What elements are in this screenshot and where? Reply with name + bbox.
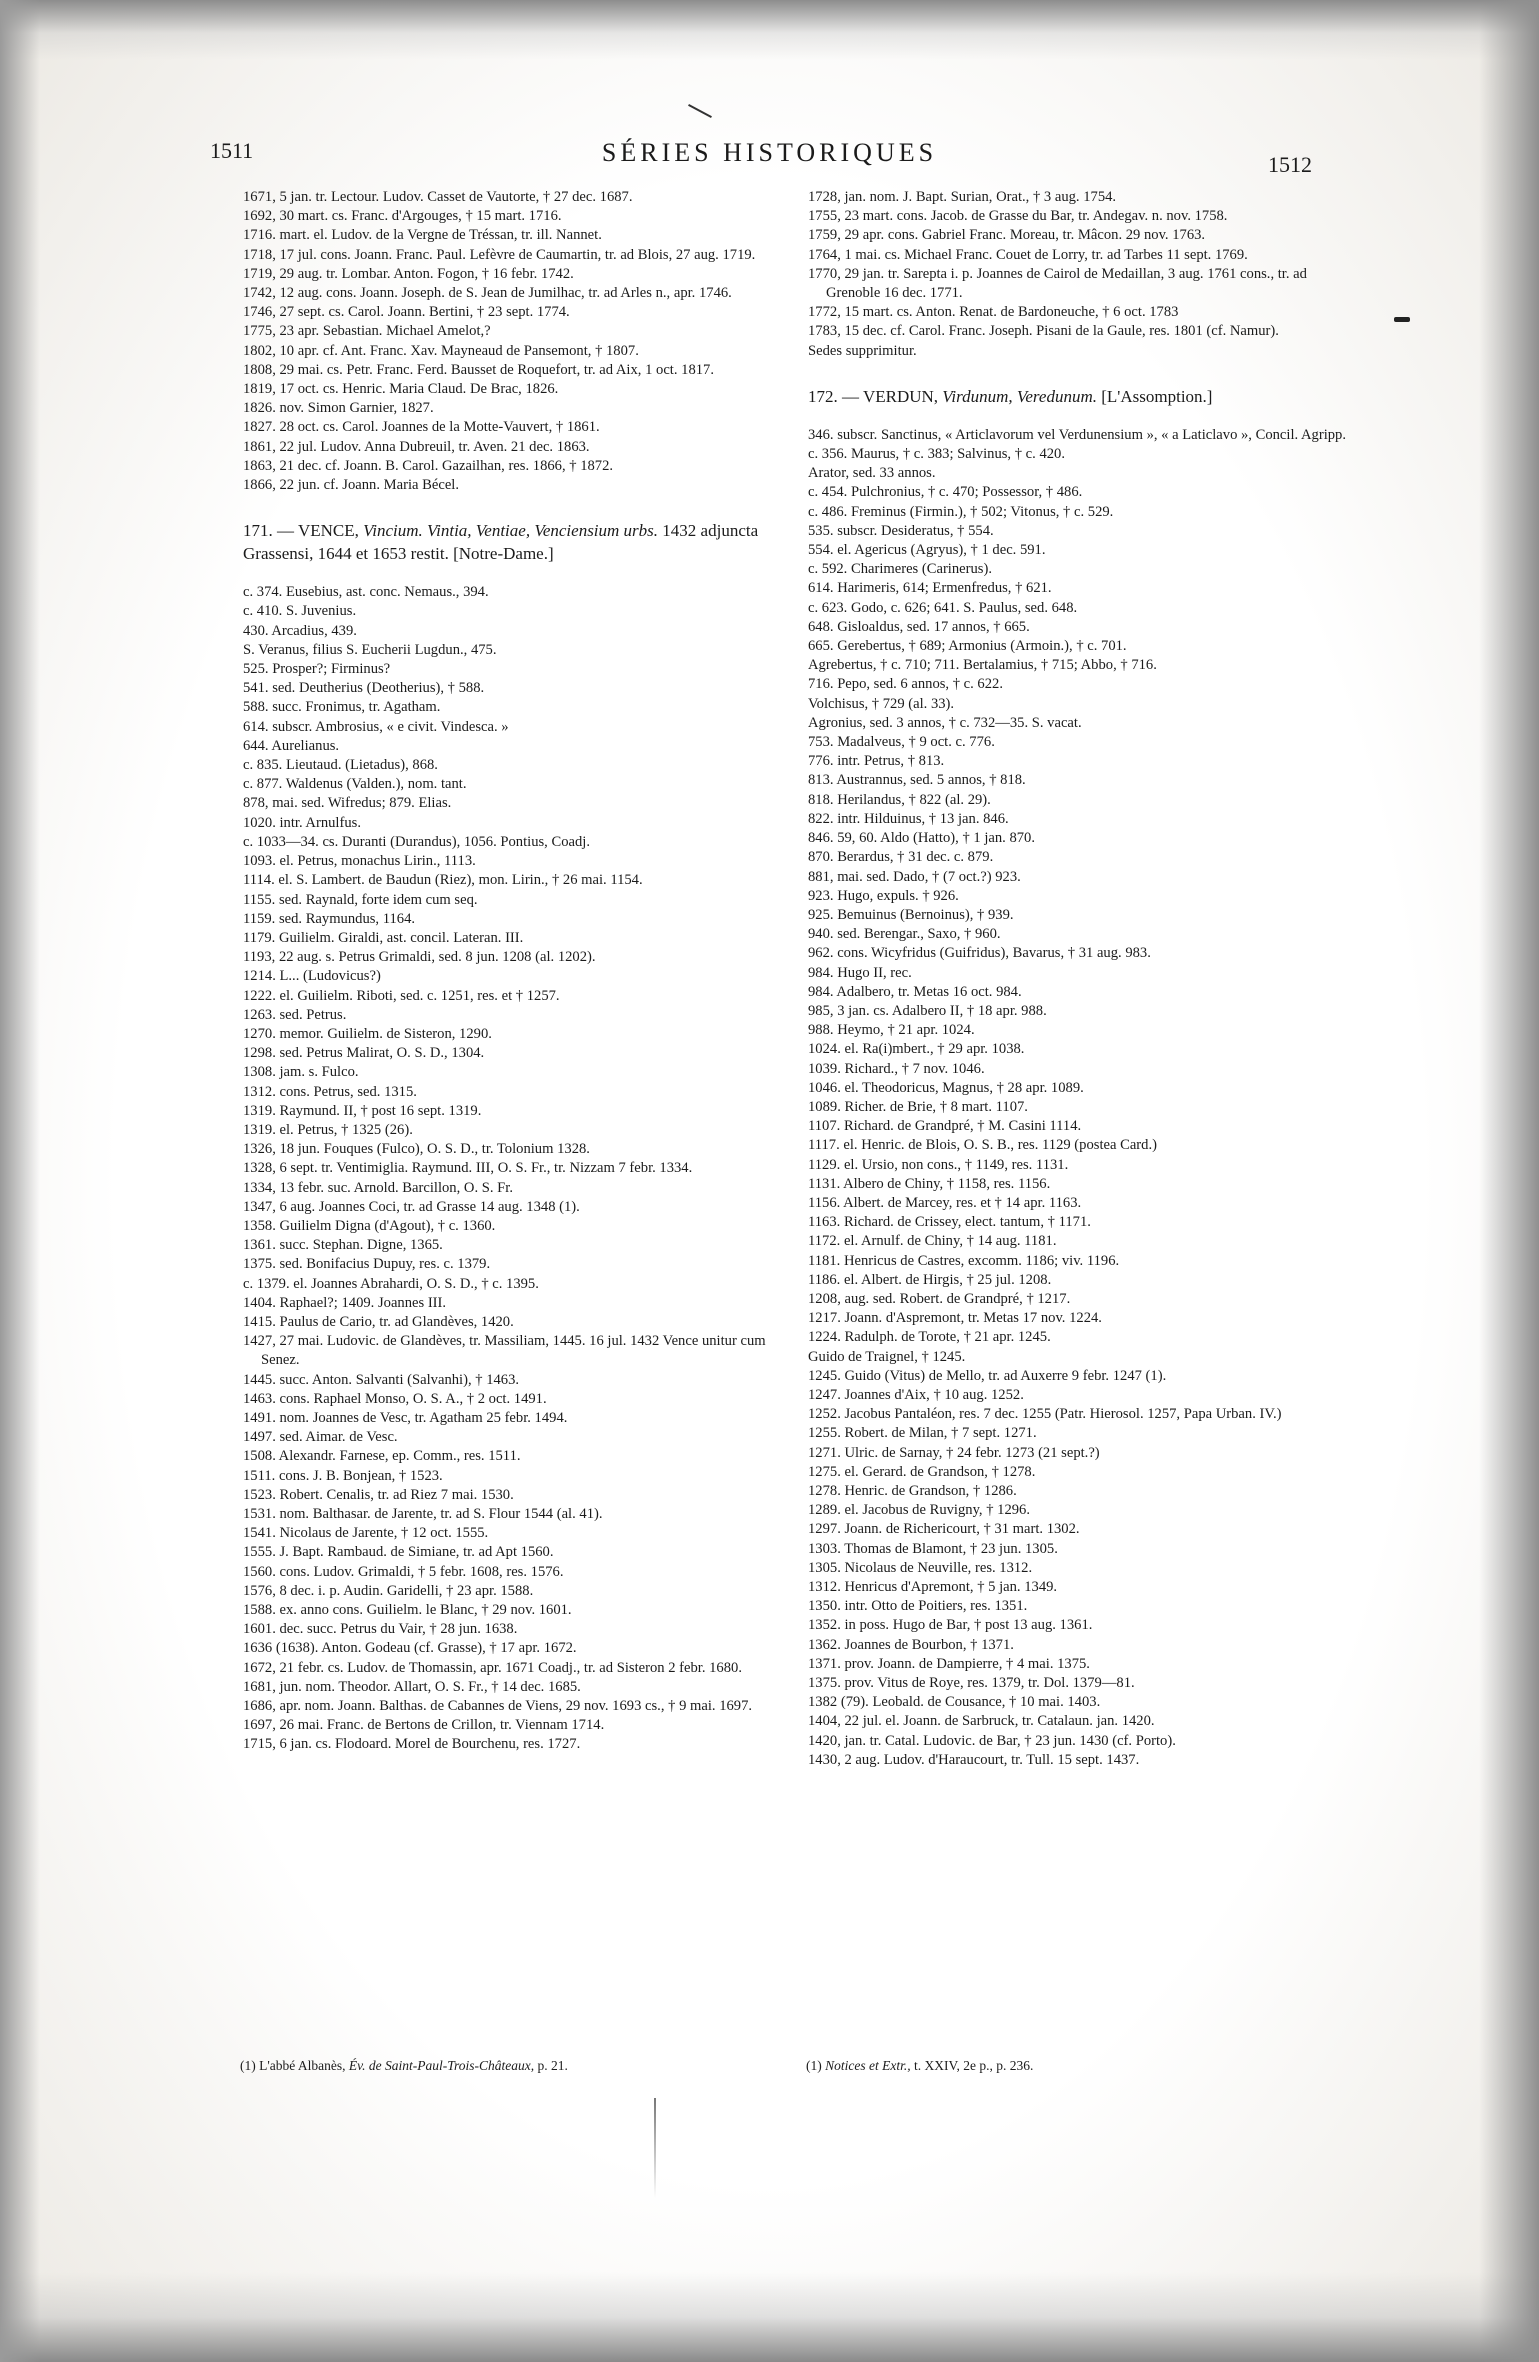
list-entry: 1576, 8 dec. i. p. Audin. Garidelli, † 23 apr. 1588.	[243, 1582, 534, 1599]
list-entry: 1802, 10 apr. cf. Ant. Franc. Xav. Mayneaud de Pansemont, † 1807.	[243, 342, 639, 359]
list-entry: 1772, 15 mart. cs. Anton. Renat. de Bardoneuche, † 6 oct. 1783	[808, 304, 1179, 321]
list-entry: 1039. Richard., † 7 nov. 1046.	[808, 1060, 985, 1077]
list-entry: 1764, 1 mai. cs. Michael Franc. Couet de Lorry, tr. ad Tarbes 11 sept. 1769.	[808, 246, 1248, 263]
list-entry: 822. intr. Hilduinus, † 13 jan. 846.	[808, 810, 1009, 827]
vence-bishop-list	[243, 583, 783, 1754]
footnote-right	[806, 2058, 1033, 2074]
list-entry: 1371. prov. Joann. de Dampierre, † 4 mai. 1375.	[808, 1655, 1090, 1672]
list-entry: S. Veranus, filius S. Eucherii Lugdun., 475.	[243, 641, 497, 658]
list-entry: Sedes supprimitur.	[808, 342, 917, 359]
list-entry: 870. Berardus, † 31 dec. c. 879.	[808, 849, 994, 866]
left-column	[243, 188, 783, 1755]
list-entry: 1783, 15 dec. cf. Carol. Franc. Joseph. Pisani de la Gaule, res. 1801 (cf. Namur).	[808, 323, 1279, 340]
list-entry: 1361. succ. Stephan. Digne, 1365.	[243, 1237, 443, 1254]
list-entry: c. 486. Freminus (Firmin.), † 502; Vitonus, † c. 529.	[808, 503, 1114, 520]
list-entry: 525. Prosper?; Firminus?	[243, 661, 391, 678]
list-entry: 1208, aug. sed. Robert. de Grandpré, † 1217.	[808, 1290, 1071, 1307]
list-entry: 1222. el. Guilielm. Riboti, sed. c. 1251, res. et † 1257.	[243, 987, 560, 1004]
list-entry: 1404, 22 jul. el. Joann. de Sarbruck, tr. Catalaun. jan. 1420.	[808, 1713, 1155, 1730]
list-entry: 1159. sed. Raymundus, 1164.	[243, 910, 416, 927]
list-entry: 1117. el. Henric. de Blois, O. S. B., res. 1129 (postea Card.)	[808, 1137, 1157, 1154]
list-entry: 1427, 27 mai. Ludovic. de Glandèves, tr. Massiliam, 1445. 16 jul. 1432 Vence unitur cum Senez.	[243, 1333, 766, 1369]
list-entry: 541. sed. Deutherius (Deotherius), † 588.	[243, 680, 485, 697]
list-entry: 1193, 22 aug. s. Petrus Grimaldi, sed. 8 jun. 1208 (al. 1202).	[243, 949, 596, 966]
list-entry: 1746, 27 sept. cs. Carol. Joann. Bertini, † 23 sept. 1774.	[243, 304, 570, 321]
list-entry: 846. 59, 60. Aldo (Hatto), † 1 jan. 870.	[808, 830, 1035, 847]
list-entry: 1278. Henric. de Grandson, † 1286.	[808, 1483, 1017, 1499]
list-entry: 1866, 22 jun. cf. Joann. Maria Bécel.	[243, 477, 460, 494]
list-entry: 1827. 28 oct. cs. Carol. Joannes de la Motte-Vauvert, † 1861.	[243, 419, 600, 436]
list-entry: 1271. Ulric. de Sarnay, † 24 febr. 1273 (21 sept.?)	[808, 1444, 1100, 1461]
list-entry: 1093. el. Petrus, monachus Lirin., 1113.	[243, 853, 476, 870]
footnote-ref: p. 21.	[537, 2058, 568, 2073]
list-entry: 1255. Robert. de Milan, † 7 sept. 1271.	[808, 1425, 1037, 1442]
list-entry: Arator, sed. 33 annos.	[808, 465, 936, 482]
list-entry: 1358. Guilielm Digna (d'Agout), † c. 1360.	[243, 1217, 496, 1234]
list-entry: 1326, 18 jun. Fouques (Fulco), O. S. D., tr. Tolonium 1328.	[243, 1141, 590, 1158]
list-entry: 1334, 13 febr. suc. Arnold. Barcillon, O. S. Fr.	[243, 1179, 513, 1196]
list-entry: c. 835. Lieutaud. (Lietadus), 868.	[243, 757, 438, 774]
list-entry: 1601. dec. succ. Petrus du Vair, † 28 jun. 1638.	[243, 1621, 518, 1638]
list-entry: 1382 (79). Leobald. de Cousance, † 10 mai. 1403.	[808, 1694, 1101, 1711]
list-entry: 813. Austrannus, sed. 5 annos, † 818.	[808, 772, 1026, 789]
list-entry: 1156. Albert. de Marcey, res. et † 14 apr. 1163.	[808, 1194, 1082, 1211]
list-entry: 1863, 21 dec. cf. Joann. B. Carol. Gazailhan, res. 1866, † 1872.	[243, 457, 614, 474]
section-latin-name: Vincium. Vintia, Ventiae, Venciensium urbs.	[363, 521, 659, 541]
list-entry: 648. Gisloaldus, sed. 17 annos, † 665.	[808, 618, 1030, 635]
right-column	[808, 188, 1350, 1770]
list-entry: 1404. Raphael?; 1409. Joannes III.	[243, 1294, 447, 1311]
list-entry: c. 1379. el. Joannes Abrahardi, O. S. D., † c. 1395.	[243, 1275, 539, 1292]
page-number-right: 1512	[1268, 152, 1312, 177]
list-entry: 1303. Thomas de Blamont, † 23 jun. 1305.	[808, 1540, 1058, 1557]
list-entry: 1328, 6 sept. tr. Ventimiglia. Raymund. III, O. S. Fr., tr. Nizzam 7 febr. 1334.	[243, 1160, 693, 1177]
list-entry: 1275. el. Gerard. de Grandson, † 1278.	[808, 1463, 1036, 1480]
list-entry: 1808, 29 mai. cs. Petr. Franc. Ferd. Bausset de Roquefort, tr. ad Aix, 1 oct. 1817.	[243, 361, 714, 378]
section-heading-vence	[243, 519, 783, 565]
list-entry: 1430, 2 aug. Ludov. d'Haraucourt, tr. Tull. 15 sept. 1437.	[808, 1751, 1140, 1768]
list-entry: 430. Arcadius, 439.	[243, 622, 357, 639]
list-entry: 1588. ex. anno cons. Guilielm. le Blanc, † 29 nov. 1601.	[243, 1602, 572, 1619]
list-entry: 1289. el. Jacobus de Ruvigny, † 1296.	[808, 1502, 1030, 1519]
list-entry: 1508. Alexandr. Farnese, ep. Comm., res. 1511.	[243, 1448, 521, 1465]
list-entry: 1415. Paulus de Cario, tr. ad Glandèves, 1420.	[243, 1313, 514, 1330]
list-entry: 1252. Jacobus Pantaléon, res. 7 dec. 1255 (Patr. Hierosol. 1257, Papa Urban. IV.)	[808, 1406, 1282, 1423]
list-entry: c. 374. Eusebius, ast. conc. Nemaus., 394.	[243, 584, 489, 601]
list-entry: Volchisus, † 729 (al. 33).	[808, 695, 955, 712]
list-entry: 1298. sed. Petrus Malirat, O. S. D., 1304.	[243, 1045, 485, 1062]
list-entry: 1541. Nicolaus de Jarente, † 12 oct. 1555.	[243, 1525, 489, 1542]
list-entry: 346. subscr. Sanctinus, « Articlavorum vel Verdunensium », « a Laticlavo », Concil. Agripp.	[808, 426, 1347, 443]
list-entry: 940. sed. Berengar., Saxo, † 960.	[808, 926, 1001, 943]
section-number: 171. — VENCE,	[243, 521, 359, 541]
list-entry: 1347, 6 aug. Joannes Coci, tr. ad Grasse 14 aug. 1348 (1).	[243, 1198, 580, 1215]
footnote-title: Notices et Extr.,	[825, 2058, 911, 2073]
list-entry: 1742, 12 aug. cons. Joann. Joseph. de S. Jean de Jumilhac, tr. ad Arles n., apr. 1746.	[243, 285, 732, 302]
list-entry: 1312. cons. Petrus, sed. 1315.	[243, 1083, 417, 1100]
list-entry: 1715, 6 jan. cs. Flodoard. Morel de Bourchenu, res. 1727.	[243, 1736, 581, 1753]
list-entry: 818. Herilandus, † 822 (al. 29).	[808, 791, 991, 808]
list-entry: 1692, 30 mart. cs. Franc. d'Argouges, † 15 mart. 1716.	[243, 208, 562, 225]
list-entry: 1214. L... (Ludovicus?)	[243, 968, 381, 985]
list-entry: c. 623. Godo, c. 626; 641. S. Paulus, sed. 648.	[808, 599, 1078, 616]
list-entry: 925. Bemuinus (Bernoinus), † 939.	[808, 906, 1014, 923]
scan-edge-left	[0, 0, 40, 2362]
footnote-ref: t. XXIV, 2e p., p. 236.	[913, 2058, 1034, 2073]
list-entry: 1775, 23 apr. Sebastian. Michael Amelot,?	[243, 323, 491, 340]
list-entry: 1716. mart. el. Ludov. de la Vergne de Tréssan, tr. ill. Nannet.	[243, 227, 602, 244]
list-entry: 1263. sed. Petrus.	[243, 1006, 347, 1023]
list-entry: 1172. el. Arnulf. de Chiny, † 14 aug. 1181.	[808, 1233, 1057, 1250]
list-entry: 1671, 5 jan. tr. Lectour. Ludov. Casset de Vautorte, † 27 dec. 1687.	[243, 189, 633, 205]
list-entry: 1181. Henricus de Castres, excomm. 1186; viv. 1196.	[808, 1252, 1120, 1269]
list-entry: 1186. el. Albert. de Hirgis, † 25 jul. 1208.	[808, 1271, 1052, 1288]
list-entry: 985, 3 jan. cs. Adalbero II, † 18 apr. 988.	[808, 1002, 1047, 1019]
list-entry: 1270. memor. Guilielm. de Sisteron, 1290.	[243, 1025, 492, 1042]
list-entry: c. 1033—34. cs. Duranti (Durandus), 1056. Pontius, Coadj.	[243, 833, 590, 850]
list-entry: 1131. Albero de Chiny, † 1158, res. 1156.	[808, 1175, 1051, 1192]
list-entry: 1163. Richard. de Crissey, elect. tantum, † 1171.	[808, 1214, 1091, 1231]
list-entry: Guido de Traignel, † 1245.	[808, 1348, 966, 1365]
footnote-text: (1) L'abbé Albanès,	[240, 2058, 346, 2073]
ink-mark	[688, 104, 712, 118]
list-entry: 753. Madalveus, † 9 oct. c. 776.	[808, 734, 995, 751]
list-entry: 1686, apr. nom. Joann. Balthas. de Cabannes de Viens, 29 nov. 1693 cs., † 9 mai. 1697.	[243, 1698, 753, 1715]
list-entry: 1179. Guilielm. Giraldi, ast. concil. Lateran. III.	[243, 929, 524, 946]
list-entry: 1217. Joann. d'Aspremont, tr. Metas 17 nov. 1224.	[808, 1310, 1102, 1327]
list-entry: 1312. Henricus d'Apremont, † 5 jan. 1349.	[808, 1579, 1058, 1596]
section-note: 1432 adjuncta Grassensi, 1644 et 1653 restit. [Notre-Dame.]	[243, 521, 759, 564]
list-entry: 1491. nom. Joannes de Vesc, tr. Agatham 25 febr. 1494.	[243, 1409, 568, 1426]
section-number: 172. — VERDUN,	[808, 386, 939, 406]
list-entry: 1672, 21 febr. cs. Ludov. de Thomassin, apr. 1671 Coadj., tr. ad Sisteron 2 febr. 1680.	[243, 1659, 742, 1676]
list-entry: 1497. sed. Aimar. de Vesc.	[243, 1429, 398, 1446]
list-entry: 1107. Richard. de Grandpré, † M. Casini 1114.	[808, 1118, 1082, 1135]
list-entry: 1319. Raymund. II, † post 16 sept. 1319.	[243, 1102, 482, 1119]
section-heading-verdun	[808, 385, 1350, 408]
list-entry: 776. intr. Petrus, † 813.	[808, 753, 945, 770]
list-entry: 614. subscr. Ambrosius, « e civit. Vindesca. »	[243, 718, 509, 735]
list-entry: 1089. Richer. de Brie, † 8 mart. 1107.	[808, 1098, 1028, 1115]
margin-mark	[1394, 317, 1410, 322]
list-entry: c. 877. Waldenus (Valden.), nom. tant.	[243, 776, 467, 793]
list-entry: 1728, jan. nom. J. Bapt. Surian, Orat., † 3 aug. 1754.	[808, 189, 1117, 205]
scan-edge-right	[1479, 0, 1539, 2362]
list-entry: 1697, 26 mai. Franc. de Bertons de Crillon, tr. Viennam 1714.	[243, 1717, 605, 1734]
list-entry: 1155. sed. Raynald, forte idem cum seq.	[243, 891, 478, 908]
footnote-left	[240, 2058, 568, 2074]
list-entry: 1024. el. Ra(i)mbert., † 29 apr. 1038.	[808, 1041, 1025, 1058]
list-entry: 1681, jun. nom. Theodor. Allart, O. S. Fr., † 14 dec. 1685.	[243, 1678, 581, 1695]
list-entry: 923. Hugo, expuls. † 926.	[808, 887, 959, 904]
list-entry: 1511. cons. J. B. Bonjean, † 1523.	[243, 1467, 443, 1484]
list-entry: 1247. Joannes d'Aix, † 10 aug. 1252.	[808, 1386, 1024, 1403]
list-entry: 1463. cons. Raphael Monso, O. S. A., † 2 oct. 1491.	[243, 1390, 547, 1407]
list-entry: 1308. jam. s. Fulco.	[243, 1064, 359, 1081]
list-entry: 1305. Nicolaus de Neuville, res. 1312.	[808, 1559, 1033, 1576]
list-entry: c. 592. Charimeres (Carinerus).	[808, 561, 992, 578]
list-entry: 962. cons. Wicyfridus (Guifridus), Bavarus, † 31 aug. 983.	[808, 945, 1151, 962]
section-latin-name: Virdunum, Veredunum.	[942, 386, 1097, 406]
list-entry: 588. succ. Fronimus, tr. Agatham.	[243, 699, 441, 716]
list-entry: 1636 (1638). Anton. Godeau (cf. Grasse), † 17 apr. 1672.	[243, 1640, 577, 1657]
list-entry: c. 410. S. Juvenius.	[243, 603, 357, 620]
page-number-left: 1511	[210, 138, 254, 163]
list-entry: 878, mai. sed. Wifredus; 879. Elias.	[243, 795, 452, 812]
list-entry: Agronius, sed. 3 annos, † c. 732—35. S. vacat.	[808, 714, 1082, 731]
list-entry: 1420, jan. tr. Catal. Ludovic. de Bar, † 23 jun. 1430 (cf. Porto).	[808, 1732, 1176, 1749]
list-entry: 988. Heymo, † 21 apr. 1024.	[808, 1022, 975, 1039]
list-entry: 1560. cons. Ludov. Grimaldi, † 5 febr. 1608, res. 1576.	[243, 1563, 564, 1580]
list-entry: 984. Hugo II, rec.	[808, 964, 912, 981]
list-entry: c. 356. Maurus, † c. 383; Salvinus, † c. 420.	[808, 446, 1065, 463]
list-entry: 1819, 17 oct. cs. Henric. Maria Claud. De Brac, 1826.	[243, 381, 559, 398]
list-entry: 984. Adalbero, tr. Metas 16 oct. 984.	[808, 983, 1022, 1000]
list-entry: 1523. Robert. Cenalis, tr. ad Riez 7 mai. 1530.	[243, 1486, 514, 1503]
list-entry: 881, mai. sed. Dado, † (7 oct.?) 923.	[808, 868, 1021, 885]
scan-edge-bottom	[0, 2272, 1539, 2362]
list-entry: 535. subscr. Desideratus, † 554.	[808, 522, 994, 539]
footnote-text: (1)	[806, 2058, 822, 2073]
list-entry: 1861, 22 jul. Ludov. Anna Dubreuil, tr. Aven. 21 dec. 1863.	[243, 438, 590, 455]
list-entry: 1826. nov. Simon Garnier, 1827.	[243, 400, 434, 417]
section-note: [L'Assomption.]	[1101, 386, 1213, 406]
list-entry: 1719, 29 aug. tr. Lombar. Anton. Fogon, † 16 febr. 1742.	[243, 265, 574, 282]
list-entry: 1319. el. Petrus, † 1325 (26).	[243, 1121, 413, 1138]
list-entry: 614. Harimeris, 614; Ermenfredus, † 621.	[808, 580, 1052, 597]
list-entry: 1224. Radulph. de Torote, † 21 apr. 1245.	[808, 1329, 1051, 1346]
list-entry: 1755, 23 mart. cons. Jacob. de Grasse du Bar, tr. Andegav. n. nov. 1758.	[808, 208, 1228, 225]
list-entry: 1297. Joann. de Richericourt, † 31 mart. 1302.	[808, 1521, 1080, 1538]
footnote-title: Év. de Saint-Paul-Trois-Châteaux,	[348, 2058, 535, 2073]
list-entry: 716. Pepo, sed. 6 annos, † c. 622.	[808, 676, 1003, 693]
list-entry: 1114. el. S. Lambert. de Baudun (Riez), mon. Lirin., † 26 mai. 1154.	[243, 872, 643, 889]
list-entry: 1020. intr. Arnulfus.	[243, 814, 361, 831]
list-entry: 1046. el. Theodoricus, Magnus, † 28 apr. 1089.	[808, 1079, 1084, 1096]
list-entry: 1555. J. Bapt. Rambaud. de Simiane, tr. ad Apt 1560.	[243, 1544, 554, 1561]
right-top-entries	[808, 188, 1350, 361]
list-entry: c. 454. Pulchronius, † c. 470; Possessor, † 486.	[808, 484, 1083, 501]
list-entry: 1129. el. Ursio, non cons., † 1149, res. 1131.	[808, 1156, 1069, 1173]
list-entry: 1770, 29 jan. tr. Sarepta i. p. Joannes de Cairol de Medaillan, 3 aug. 1761 cons., tr. ad Grenoble 16 dec. 1771.	[808, 265, 1307, 302]
list-entry: 1718, 17 jul. cons. Joann. Franc. Paul. Lefèvre de Caumartin, tr. ad Blois, 27 aug. 1719.	[243, 246, 756, 263]
list-entry: 665. Gerebertus, † 689; Armonius (Armoin.), † c. 701.	[808, 638, 1127, 655]
list-entry: 1445. succ. Anton. Salvanti (Salvanhi), † 1463.	[243, 1371, 520, 1388]
list-entry: 644. Aurelianus.	[243, 737, 340, 754]
list-entry: 1352. in poss. Hugo de Bar, † post 13 aug. 1361.	[808, 1617, 1093, 1634]
page-header	[0, 138, 1539, 178]
list-entry: 1531. nom. Balthasar. de Jarente, tr. ad S. Flour 1544 (al. 41).	[243, 1506, 603, 1522]
left-top-entries	[243, 188, 783, 495]
list-entry: 554. el. Agericus (Agryus), † 1 dec. 591.	[808, 542, 1046, 559]
verdun-bishop-list	[808, 426, 1350, 1770]
list-entry: 1245. Guido (Vitus) de Mello, tr. ad Auxerre 9 febr. 1247 (1).	[808, 1367, 1167, 1384]
list-entry: 1759, 29 apr. cons. Gabriel Franc. Moreau, tr. Mâcon. 29 nov. 1763.	[808, 227, 1206, 244]
list-entry: 1362. Joannes de Bourbon, † 1371.	[808, 1636, 1014, 1653]
list-entry: 1350. intr. Otto de Poitiers, res. 1351.	[808, 1598, 1028, 1615]
list-entry: 1375. prov. Vitus de Roye, res. 1379, tr. Dol. 1379—81.	[808, 1675, 1135, 1692]
running-title: SÉRIES HISTORIQUES	[601, 138, 938, 167]
list-entry: Agrebertus, † c. 710; 711. Bertalamius, † 715; Abbo, † 716.	[808, 657, 1157, 674]
list-entry: 1375. sed. Bonifacius Dupuy, res. c. 1379.	[243, 1256, 491, 1273]
scan-edge-top	[0, 0, 1539, 60]
paper-crease	[654, 2098, 656, 2198]
